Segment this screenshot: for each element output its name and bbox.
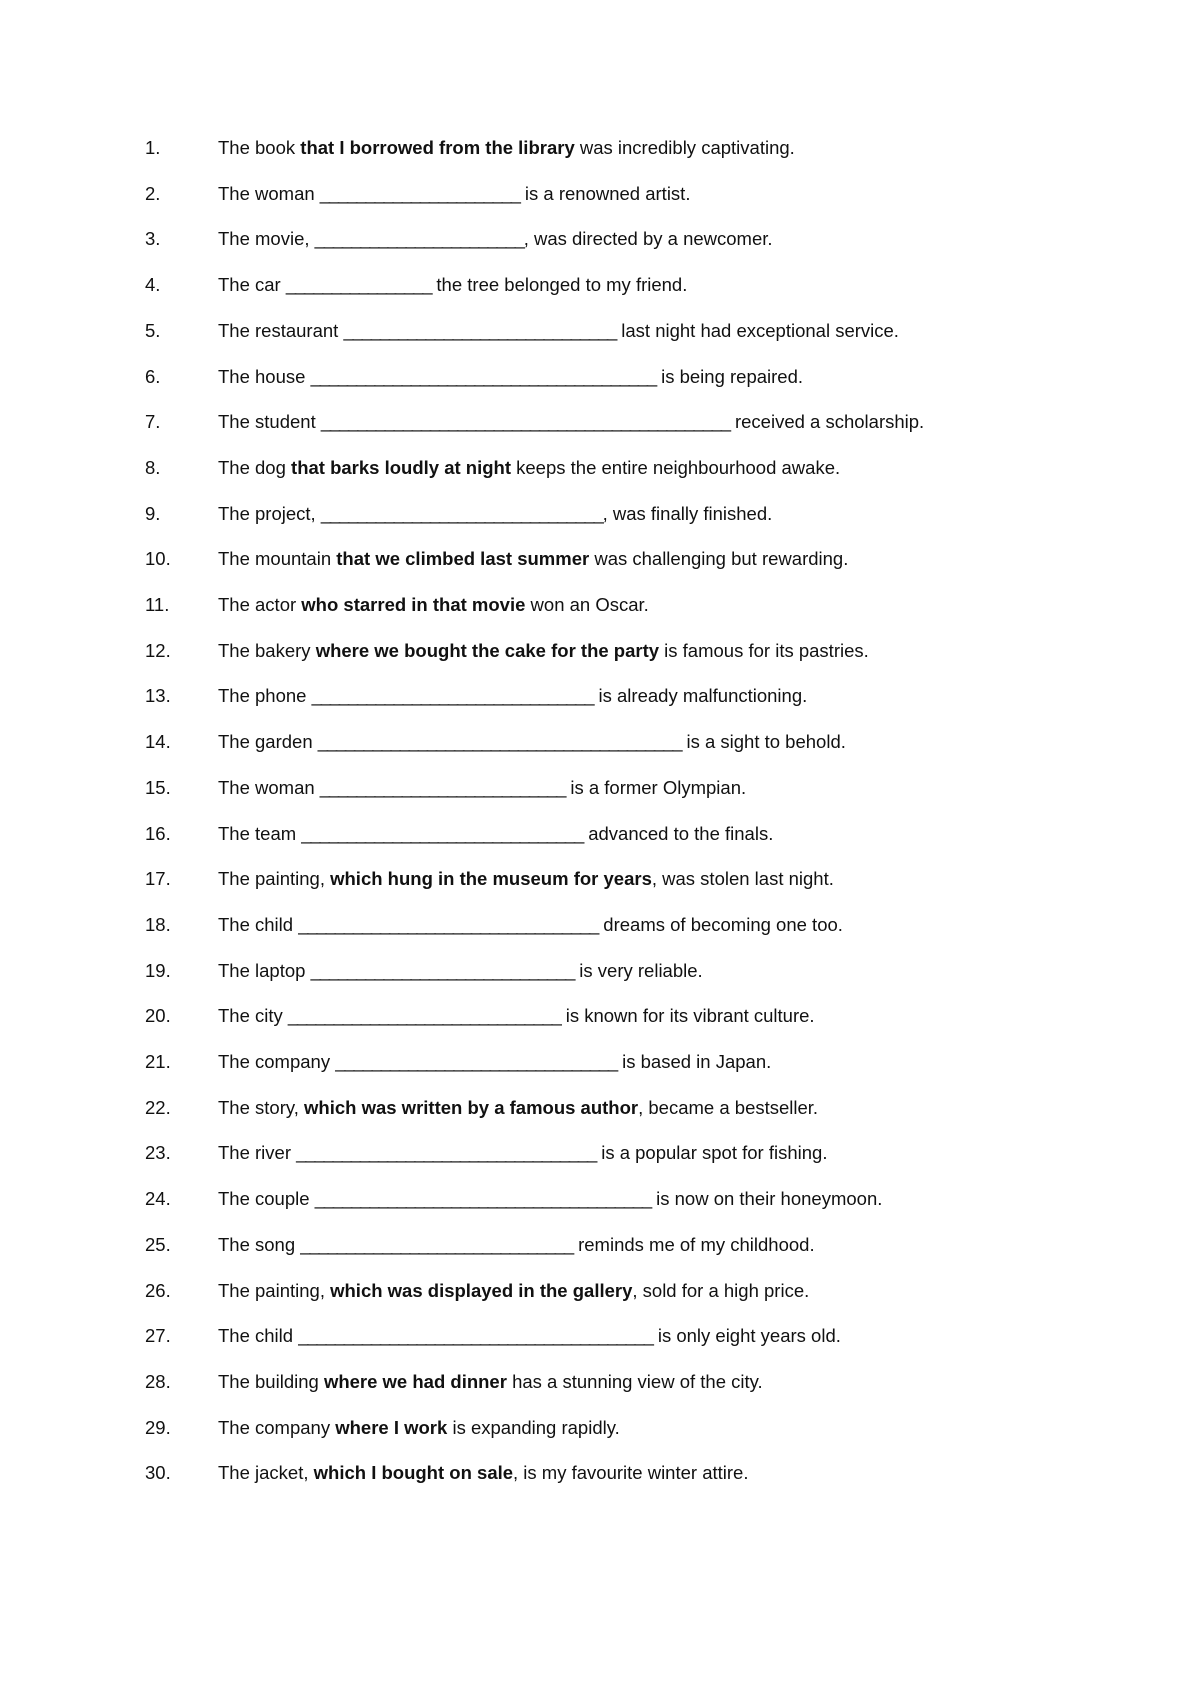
item-sentence xyxy=(218,1367,763,1397)
item-number: 24. xyxy=(145,1188,171,1210)
fill-in-blank[interactable]: _______________________________________ xyxy=(298,1325,653,1347)
sentence-end: keeps the entire neighbourhood awake. xyxy=(511,456,841,478)
worksheet-item xyxy=(0,1458,1200,1488)
item-sentence xyxy=(218,1001,815,1031)
relative-clause-answer: where I work xyxy=(335,1416,448,1438)
worksheet-item xyxy=(0,544,1200,574)
fill-in-blank[interactable]: _______________________ xyxy=(314,228,524,250)
sentence-end: is a renowned artist. xyxy=(519,182,691,204)
item-number: 28. xyxy=(145,1370,171,1392)
worksheet-item xyxy=(0,407,1200,437)
worksheet-item xyxy=(0,1047,1200,1077)
item-number: 23. xyxy=(145,1142,171,1164)
sentence-start: The building xyxy=(218,1370,324,1392)
sentence-end: is a popular spot for fishing. xyxy=(596,1142,828,1164)
item-sentence xyxy=(218,864,834,894)
worksheet-item xyxy=(0,453,1200,483)
worksheet-item xyxy=(0,1093,1200,1123)
sentence-end: , sold for a high price. xyxy=(632,1279,810,1301)
item-number: 17. xyxy=(145,868,171,890)
worksheet-item xyxy=(0,316,1200,346)
worksheet-item xyxy=(0,1230,1200,1260)
item-sentence xyxy=(218,453,840,483)
item-sentence xyxy=(218,224,773,254)
item-sentence xyxy=(218,544,848,574)
sentence-start: The mountain xyxy=(218,548,337,570)
item-number: 3. xyxy=(145,228,161,250)
worksheet-item xyxy=(0,1138,1200,1168)
item-number: 1. xyxy=(145,137,161,158)
sentence-start: The child xyxy=(218,1325,299,1347)
sentence-start: The car xyxy=(218,274,286,296)
fill-in-blank[interactable]: _________________________________ xyxy=(296,1142,597,1164)
item-sentence xyxy=(218,407,924,437)
item-sentence xyxy=(218,590,649,620)
sentence-end: , was directed by a newcomer. xyxy=(523,228,773,250)
item-sentence xyxy=(218,270,687,300)
sentence-start: The actor xyxy=(218,594,302,615)
worksheet-item xyxy=(0,499,1200,529)
item-sentence xyxy=(218,681,807,711)
relative-clause-answer: which hung in the museum for years xyxy=(330,868,652,890)
sentence-start: The book xyxy=(218,137,301,158)
sentence-start: The movie, xyxy=(218,228,315,250)
worksheet-item xyxy=(0,727,1200,757)
worksheet-item xyxy=(0,1367,1200,1397)
sentence-end: reminds me of my childhood. xyxy=(572,1233,815,1255)
sentence-start: The couple xyxy=(218,1188,315,1210)
item-sentence xyxy=(218,727,846,757)
item-number: 27. xyxy=(145,1325,171,1347)
item-number: 30. xyxy=(145,1462,171,1484)
worksheet-item xyxy=(0,1276,1200,1306)
sentence-start: The woman xyxy=(218,776,320,798)
relative-clause-answer: that we climbed last summer xyxy=(336,548,590,570)
sentence-end: , was stolen last night. xyxy=(651,868,834,890)
sentence-start: The jacket, xyxy=(218,1462,314,1484)
fill-in-blank[interactable]: ________________ xyxy=(285,274,432,296)
worksheet-item xyxy=(0,270,1200,300)
sentence-start: The river xyxy=(218,1142,297,1164)
sentence-end: is only eight years old. xyxy=(652,1325,841,1347)
sentence-start: The city xyxy=(218,1005,288,1027)
item-number: 18. xyxy=(145,913,171,935)
item-number: 25. xyxy=(145,1233,171,1255)
worksheet-item xyxy=(0,362,1200,392)
fill-in-blank[interactable]: _______________________________ xyxy=(301,822,584,844)
sentence-start: The story, xyxy=(218,1096,305,1118)
item-sentence xyxy=(218,1413,620,1443)
relative-clause-answer: which was written by a famous author xyxy=(304,1096,639,1118)
worksheet-item xyxy=(0,636,1200,666)
item-sentence xyxy=(218,1184,882,1214)
worksheet-item xyxy=(0,1001,1200,1031)
sentence-start: The bakery xyxy=(218,639,316,661)
sentence-start: The woman xyxy=(218,182,320,204)
sentence-end: is now on their honeymoon. xyxy=(650,1188,883,1210)
sentence-end: , is my favourite winter attire. xyxy=(513,1462,749,1484)
fill-in-blank[interactable]: ___________________________ xyxy=(319,776,566,798)
sentence-start: The house xyxy=(218,365,311,387)
worksheet-item xyxy=(0,773,1200,803)
item-sentence xyxy=(218,1321,841,1351)
relative-clause-answer: who starred in that movie xyxy=(301,594,526,615)
sentence-end: won an Oscar. xyxy=(525,594,649,615)
sentence-end: is famous for its pastries. xyxy=(659,639,869,661)
sentence-start: The laptop xyxy=(218,959,311,981)
sentence-end: received a scholarship. xyxy=(729,411,925,433)
fill-in-blank[interactable]: _______________________________ xyxy=(311,685,594,707)
sentence-end: last night had exceptional service. xyxy=(616,319,899,341)
item-number: 12. xyxy=(145,639,171,661)
relative-clause-answer: where we bought the cake for the party xyxy=(315,639,660,661)
sentence-start: The song xyxy=(218,1233,301,1255)
item-number: 4. xyxy=(145,274,161,296)
item-number: 13. xyxy=(145,685,171,707)
relative-clause-answer: which I bought on sale xyxy=(313,1462,514,1484)
fill-in-blank[interactable]: ______________________________ xyxy=(343,319,617,341)
relative-clause-answer: that barks loudly at night xyxy=(291,456,511,478)
fill-in-blank[interactable]: ______________________ xyxy=(319,182,520,204)
fill-in-blank[interactable]: _______________________________ xyxy=(335,1051,617,1072)
item-number: 20. xyxy=(145,1005,171,1027)
worksheet-item xyxy=(0,133,1200,163)
fill-in-blank[interactable]: _____________________________________________ xyxy=(320,411,730,433)
item-number: 22. xyxy=(145,1096,171,1118)
item-number: 10. xyxy=(145,548,171,570)
sentence-start: The project, xyxy=(218,502,321,524)
sentence-end: is expanding rapidly. xyxy=(447,1416,620,1438)
sentence-start: The painting, xyxy=(218,868,331,890)
fill-in-blank[interactable]: ________________________________________ xyxy=(317,731,682,753)
item-sentence xyxy=(218,1458,748,1488)
fill-in-blank[interactable]: ______________________________________ xyxy=(310,365,656,387)
item-sentence xyxy=(218,499,772,529)
fill-in-blank[interactable]: ______________________________ xyxy=(287,1005,561,1027)
fill-in-blank[interactable]: _____________________________________ xyxy=(314,1188,651,1210)
relative-clause-answer: that I borrowed from the library xyxy=(300,137,575,158)
item-sentence xyxy=(218,1138,827,1168)
worksheet-item xyxy=(0,1413,1200,1443)
item-sentence xyxy=(218,362,803,392)
sentence-end: was challenging but rewarding. xyxy=(589,548,849,570)
item-sentence xyxy=(218,1047,771,1077)
sentence-end: , became a bestseller. xyxy=(638,1096,819,1118)
sentence-end: is a former Olympian. xyxy=(565,776,747,798)
item-sentence xyxy=(218,819,773,849)
sentence-end: is already malfunctioning. xyxy=(593,685,808,707)
item-number: 9. xyxy=(145,502,161,524)
worksheet-item xyxy=(0,864,1200,894)
sentence-end: was incredibly captivating. xyxy=(574,137,795,158)
worksheet-item xyxy=(0,179,1200,209)
item-number: 2. xyxy=(145,182,161,204)
worksheet-item xyxy=(0,1321,1200,1351)
item-sentence xyxy=(218,1276,809,1306)
sentence-end: has a stunning view of the city. xyxy=(506,1370,763,1392)
item-sentence xyxy=(218,133,795,163)
sentence-start: The company xyxy=(218,1416,336,1438)
item-number: 26. xyxy=(145,1279,171,1301)
item-sentence xyxy=(218,910,843,940)
item-number: 5. xyxy=(145,319,161,341)
sentence-start: The painting, xyxy=(218,1279,331,1301)
item-sentence xyxy=(218,1093,818,1123)
sentence-end: is known for its vibrant culture. xyxy=(560,1005,815,1027)
item-sentence xyxy=(218,179,690,209)
fill-in-blank[interactable]: _________________________________ xyxy=(298,913,599,935)
item-sentence xyxy=(218,773,746,803)
sentence-end: dreams of becoming one too. xyxy=(598,913,843,935)
item-sentence xyxy=(218,636,869,666)
worksheet-item xyxy=(0,956,1200,986)
sentence-end: the tree belonged to my friend. xyxy=(431,274,688,296)
worksheet-item xyxy=(0,590,1200,620)
sentence-start: The student xyxy=(218,411,321,433)
worksheet-item xyxy=(0,224,1200,254)
relative-clause-answer: where we had dinner xyxy=(323,1370,507,1392)
sentence-end: is being repaired. xyxy=(655,365,804,387)
fill-in-blank[interactable]: _____________________________ xyxy=(310,959,575,981)
item-sentence xyxy=(218,956,703,986)
item-number: 29. xyxy=(145,1416,171,1438)
item-number: 15. xyxy=(145,776,171,798)
worksheet-item xyxy=(0,910,1200,940)
relative-clause-answer: which was displayed in the gallery xyxy=(330,1279,633,1301)
sentence-start: The phone xyxy=(218,685,312,707)
worksheet-item xyxy=(0,1184,1200,1214)
sentence-end: is very reliable. xyxy=(574,959,703,981)
item-number: 21. xyxy=(145,1051,171,1072)
sentence-end: is based in Japan. xyxy=(617,1051,772,1072)
fill-in-blank[interactable]: _______________________________ xyxy=(320,502,603,524)
item-number: 14. xyxy=(145,731,171,753)
item-number: 7. xyxy=(145,411,161,433)
sentence-start: The garden xyxy=(218,731,318,753)
item-number: 8. xyxy=(145,456,161,478)
fill-in-blank[interactable]: ______________________________ xyxy=(300,1233,573,1255)
sentence-start: The child xyxy=(218,913,299,935)
worksheet-item xyxy=(0,819,1200,849)
sentence-start: The team xyxy=(218,822,302,844)
item-number: 19. xyxy=(145,959,171,981)
sentence-start: The company xyxy=(218,1051,336,1072)
sentence-start: The dog xyxy=(218,456,292,478)
item-sentence xyxy=(218,1230,815,1260)
sentence-end: is a sight to behold. xyxy=(681,731,846,753)
item-sentence xyxy=(218,316,899,346)
sentence-end: , was finally finished. xyxy=(602,502,773,524)
item-number: 16. xyxy=(145,822,171,844)
sentence-end: advanced to the finals. xyxy=(583,822,774,844)
sentence-start: The restaurant xyxy=(218,319,344,341)
item-number: 6. xyxy=(145,365,161,387)
worksheet-item xyxy=(0,681,1200,711)
item-number: 11. xyxy=(145,594,170,615)
